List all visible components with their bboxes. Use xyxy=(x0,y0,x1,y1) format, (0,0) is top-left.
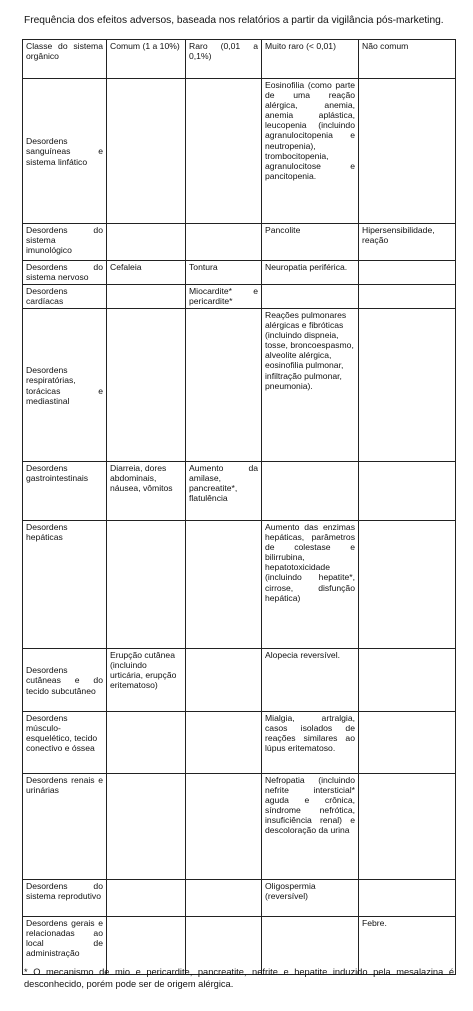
table-row xyxy=(23,880,456,917)
table-row xyxy=(23,261,456,285)
table-cell xyxy=(359,521,456,649)
table-row xyxy=(23,79,456,224)
table-cell: Desordens do sistema nervoso xyxy=(23,261,107,285)
table-cell: Alopecia reversível. xyxy=(262,649,359,712)
header-cell: Comum (1 a 10%) xyxy=(107,40,186,79)
table-row xyxy=(23,521,456,649)
table-cell: Desordens hepáticas xyxy=(23,521,107,649)
table-cell: Miocardite* e pericardite* xyxy=(186,285,262,309)
table-cell xyxy=(359,712,456,774)
table-cell xyxy=(107,224,186,261)
table-cell xyxy=(262,285,359,309)
table-row xyxy=(23,774,456,880)
table-cell xyxy=(107,285,186,309)
table-row xyxy=(23,309,456,462)
table-row xyxy=(23,462,456,521)
table-cell: Diarreia, dores abdominais, náusea, vômitos xyxy=(107,462,186,521)
table-cell: Cefaleia xyxy=(107,261,186,285)
table-cell: Desordens do sistema imunológico xyxy=(23,224,107,261)
table-row xyxy=(23,285,456,309)
table-cell: Mialgia, artralgia, casos isolados de reações similares ao lúpus eritematoso. xyxy=(262,712,359,774)
table-cell: Desordens músculo-esquelético, tecido conectivo e óssea xyxy=(23,712,107,774)
table-cell xyxy=(359,309,456,462)
table-cell: Oligospermia (reversível) xyxy=(262,880,359,917)
table-footnote: * O mecanismo de mio e pericardite, pancreatite, nefrite e hepatite induzido pela mesalazina é desconhecido, porém pode ser de origem alérgica. xyxy=(24,967,454,989)
table-cell: Desordens sanguíneas e sistema linfático xyxy=(23,79,107,224)
table-cell: Desordens gastrointestinais xyxy=(23,462,107,521)
table-cell: Aumento da amilase, pancreatite*, flatulência xyxy=(186,462,262,521)
table-cell xyxy=(186,917,262,975)
table-cell: Pancolite xyxy=(262,224,359,261)
table-cell: Nefropatia (incluindo nefrite intersticial* aguda e crônica, síndrome nefrótica, insuficiência renal) e descoloração da urina xyxy=(262,774,359,880)
table-cell xyxy=(359,462,456,521)
table-cell: Reações pulmonares alérgicas e fibróticas (incluindo dispneia, tosse, broncoespasmo, alveolite alérgica, eosinofilia pulmonar, infiltração pulmonar, pneumonia). xyxy=(262,309,359,462)
table-cell xyxy=(359,79,456,224)
table-caption: Frequência dos efeitos adversos, baseada nos relatórios a partir da vigilância pós-marketing. xyxy=(24,15,444,26)
table-cell: Neuropatia periférica. xyxy=(262,261,359,285)
table-cell xyxy=(107,880,186,917)
table-cell xyxy=(186,712,262,774)
table-cell: Eosinofilia (como parte de uma reação alérgica, anemia, anemia aplástica, leucopenia (incluindo agranulocitopenia e neutropenia), trombocitopenia, agranulocitose e pancitopenia. xyxy=(262,79,359,224)
table-row xyxy=(23,917,456,975)
table-cell xyxy=(186,521,262,649)
table-cell: Desordens do sistema reprodutivo xyxy=(23,880,107,917)
table-cell xyxy=(359,880,456,917)
table-cell xyxy=(359,774,456,880)
header-cell: Não comum xyxy=(359,40,456,79)
table-cell xyxy=(107,79,186,224)
table-cell: Desordens gerais e relacionadas ao local de administração xyxy=(23,917,107,975)
table-cell xyxy=(359,285,456,309)
table-cell xyxy=(107,774,186,880)
table-cell: Desordens renais e urinárias xyxy=(23,774,107,880)
table-header-row xyxy=(23,40,456,79)
table-cell xyxy=(107,521,186,649)
table-cell xyxy=(107,712,186,774)
table-cell: Erupção cutânea (incluindo urticária, erupção eritematoso) xyxy=(107,649,186,712)
table-row xyxy=(23,712,456,774)
table-cell xyxy=(186,774,262,880)
table-row xyxy=(23,649,456,712)
table-cell xyxy=(186,649,262,712)
table-cell xyxy=(186,309,262,462)
adverse-effects-table xyxy=(22,39,456,975)
table-cell xyxy=(107,917,186,975)
table-cell: Desordens cutâneas e do tecido subcutâneo xyxy=(23,649,107,712)
header-cell: Raro (0,01 a 0,1%) xyxy=(186,40,262,79)
table-cell xyxy=(359,649,456,712)
table-cell xyxy=(262,462,359,521)
table-cell xyxy=(107,309,186,462)
table-cell xyxy=(262,917,359,975)
header-cell: Muito raro (< 0,01) xyxy=(262,40,359,79)
header-cell: Classe do sistema orgânico xyxy=(23,40,107,79)
table-row xyxy=(23,224,456,261)
table-cell: Tontura xyxy=(186,261,262,285)
table-cell xyxy=(359,261,456,285)
table-cell: Hipersensibilidade, reação xyxy=(359,224,456,261)
table-cell: Aumento das enzimas hepáticas, parâmetros de colestase e bilirrubina, hepatotoxicidade (incluindo hepatite*, cirrose, disfunção hepática) xyxy=(262,521,359,649)
table-cell xyxy=(186,880,262,917)
table-cell: Desordens respiratórias, torácicas e mediastinal xyxy=(23,309,107,462)
table-cell xyxy=(186,224,262,261)
table-cell: Desordens cardíacas xyxy=(23,285,107,309)
table-cell xyxy=(186,79,262,224)
table-cell: Febre. xyxy=(359,917,456,975)
